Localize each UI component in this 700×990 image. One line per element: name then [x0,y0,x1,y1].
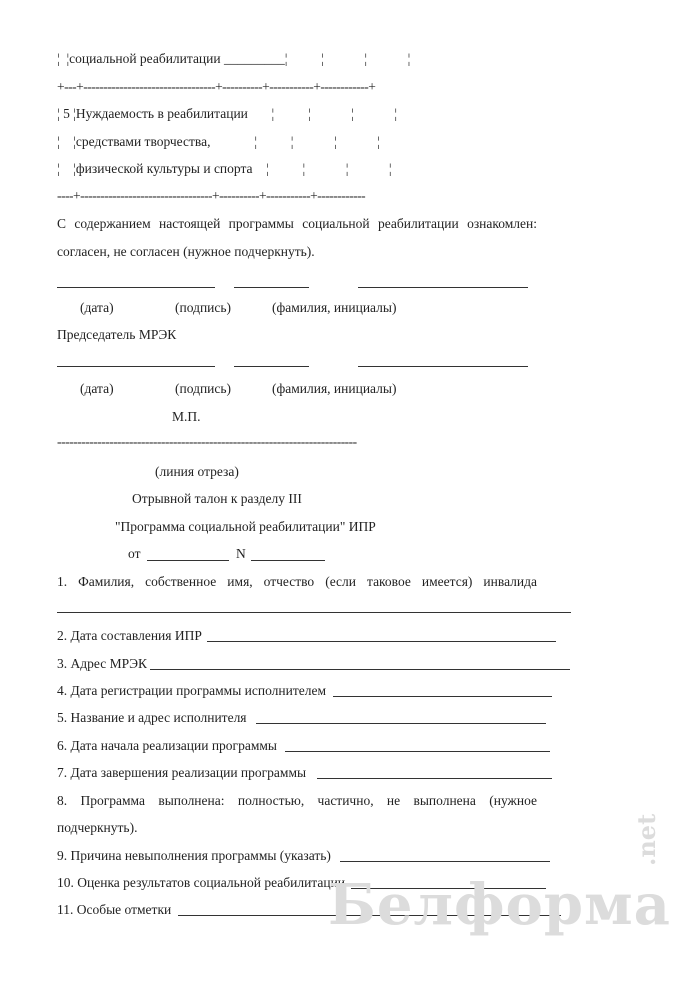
item-3-label: 3. Адрес МРЭК [57,656,147,671]
table-row-5-line1: ¦ 5 ¦Нуждаемость в реабилитации ¦ ¦ ¦ ¦ [57,106,398,121]
caption-date: (дата) [80,300,114,315]
item-1-label: 1. Фамилия, собственное имя, отчество (если таковое имеется) инвалида [57,574,537,589]
table-row-top: ¦ ¦социальной реабилитации _________¦ ¦ ¦ ¦ [57,51,411,66]
stub-number-label: N [236,546,246,561]
item-2-field [207,641,556,642]
caption-name: (фамилия, инициалы) [272,381,397,396]
stub-from-label: от [128,546,141,561]
ack-text-line2: согласен, не согласен (нужное подчеркнуть). [57,244,315,259]
signature-line [234,287,309,288]
watermark-logo: Белформа [328,872,671,938]
item-6-label: 6. Дата начала реализации программы [57,738,277,753]
chairman-date-line [57,366,215,367]
name-signature-line [358,287,528,288]
item-5-label: 5. Название и адрес исполнителя [57,710,247,725]
stub-subtitle: "Программа социальной реабилитации" ИПР [115,519,376,534]
item-7-label: 7. Дата завершения реализации программы [57,765,307,780]
table-separator: +---+---------------------------------+----------+-----------+------------+ [57,79,376,94]
caption-date: (дата) [80,381,114,396]
date-signature-line [57,287,215,288]
item-6-field [285,751,550,752]
item-3-field [150,669,570,670]
item-9-label: 9. Причина невыполнения программы (указать) [57,848,331,863]
item-11-label: 11. Особые отметки [57,902,172,917]
item-2-label: 2. Дата составления ИПР [57,628,202,643]
table-row-5-line3: ¦ ¦физической культуры и спорта ¦ ¦ ¦ ¦ [57,161,392,176]
stub-date-field [147,560,229,561]
item-5-field [256,723,546,724]
caption-name: (фамилия, инициалы) [272,300,397,315]
stub-number-field [251,560,325,561]
item-8-label-line2: подчеркнуть). [57,820,138,835]
cut-line: --------------------------------------------------------------------------- [57,434,357,449]
item-4-label: 4. Дата регистрации программы исполнителем [57,683,327,698]
stamp-label: М.П. [172,409,201,424]
chairman-name-line [358,366,528,367]
cut-line-label: (линия отреза) [155,464,239,479]
item-8-label-line1: 8. Программа выполнена: полностью, частично, не выполнена (нужное [57,793,537,808]
item-10-label: 10. Оценка результатов социальной реабилитации [57,875,346,890]
table-row-5-line2: ¦ ¦средствами творчества, ¦ ¦ ¦ ¦ [57,134,380,149]
item-9-field [340,861,550,862]
table-bottom-separator: ----+---------------------------------+----------+-----------+------------ [57,188,366,203]
item-1-field [57,612,571,613]
ack-text-line1: С содержанием настоящей программы социальной реабилитации ознакомлен: [57,216,537,231]
watermark-domain: .net [632,813,661,866]
caption-signature: (подпись) [175,300,232,315]
chairman-label: Председатель МРЭК [57,327,177,342]
item-7-field [317,778,552,779]
item-4-field [333,696,552,697]
chairman-signature-line [234,366,309,367]
caption-signature: (подпись) [175,381,232,396]
stub-title: Отрывной талон к разделу III [132,491,302,506]
